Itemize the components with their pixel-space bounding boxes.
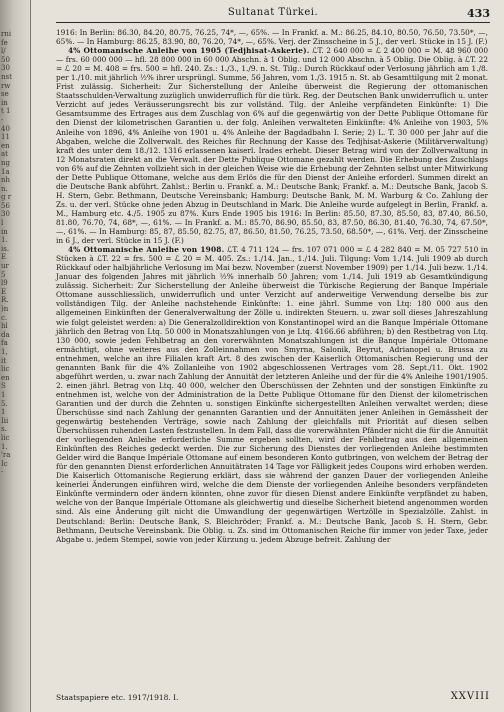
section-1908-loan — [56, 245, 488, 544]
footer-signature-mark: XXVIII — [450, 691, 490, 702]
gutter-text-fragments: rni fe l/ 50 30 nst rw se in t 1 - 40 11 en at ng 1a nh n. g r 56 30 l in 1. is. E ur 5 l9 E R. )n c. hl da fa 1, it lic en S 1 5. 1 Iii s. lic 1. 'ra Ic - — [1, 30, 12, 477]
running-title: Sultanat Türkei. — [227, 7, 319, 18]
page-body — [56, 28, 488, 544]
paragraph-1908-loan: ℒT. 4 711 124 — frs. 107 071 000 = ℒ 4 282 840 = M. 05 727 510 in Stücken à ℒT. 22 = frs. 500 = ℒ 20 = M. 405. Zs.: 1./14. Jan., 1./14. Juli. Tilgung: Vom 1./14. Juli 1909 ab durch Rückkauf oder halbjährliche Verlosung im Mai bezw. November (zuerst November 1909) per 1./14. Juli bezw. 1./14. Januar des folgenden Jahres mit jährlich ½% innerhalb 50 Jahren; vom 1./14. Juli 1919 ab Gesamtkündigung zulässig. Sicherheit: Zur Sicherstellung der Anleihe überweist die Türkische Regierung der Banque Impériale Ottomane ausschliesslich, unwiderruflich und unter Verzicht auf anderweitige Verwendung derselbe bis zur vollständigen Tilg. der Anleihe nachstehende Einkünfte: 1. eine jährl. Summe von Ltq: 180 000 aus den allgemeinen Einkünften der Generalverwaltung der Zölle u. indirekten Steuern. u. zwar soll dieses Jahreszahlung wie folgt geleistet werden: a) Die Generalzolldirektion von Konstantinopel wird an die Banque Impériale Ottomane jährlich den Betrag von Ltq. 50 000 in Monatszahlungen von je Ltq. 4166.66 abführen; b) den Restbetrag von Ltq. 130 000, sowie jeden Fehlbetrag an den vorerwähnten Monatszahlungen ist die Banque Impériale Ottomane ermächtigt, ohne weiteres aus den Zolleinnahmen von Smyrna, Salonik, Beyrut, Adrianopel u. Brussa zu entnehmen, welche an ihre Filialen kraft Art. 8 des zwischen der Kaiserlich Ottomanischen Regierung und der genannten Bank für die 4% Zollanleihe von 1902 abgeschlossenen Vertrages vom 28. Sept./11. Okt. 1902 abgeführt werden, u. zwar nach Zahlung der Annuität der letzteren Anleihe und der für die 4% Anleihe 1901/1905. 2. einen jährl. Betrag von Ltq. 40 000, welcher den Überschüssen der Zehnten und der sonstigen Einkünfte zu entnehmen ist, welche von der Administration de la Dette Publique Ottomane für den Dienst der kilometrischen Garantien und der durch die Zehnten u. sonstigen Einkünfte sichergestellten Anleihen verwaltet werden; diese Überschüsse sind nach Zahlung der genannten Garantien und der Annuitäten jener Anleihen in Gemässheit der gegenwärtig bestehenden Verträge, sowie nach Zahlung der gleichfalls mit Priorität auf diesen selben Überschüssen ruhenden Lasten festzustellen. In dem Fall, dass die vorerwähnten Pfänder nicht die für die Annuität der vorliegenden Anleihe erforderliche Summe ergeben sollten, wird der Fehlbetrag aus den allgemeinen Einkünften des Reiches gedeckt werden. Die zur Sicherung des Dienstes der vorliegenden Anleihe bestimmten Gelder wird die Banque Impériale Ottomane auf einem besonderen Konto gutbringen, von welchem der Betrag der für den genannten Dienst erforderlichen Annuitätraten 14 Tage vor Fälligkeit jedes Coupons wird erhoben werden. Die Kaiserlich Ottomanische Regierung erklärt, dass sie während der ganzen Dauer der vorliegenden Anleihe keinerlei Änderungen einführen wird, welche die dem Dienste der vorliegenden Anleihe besonders verpfändeten Einkünfte vermindern oder ändern könnten, ohne zuvor für diesen Dienst andere Einkünfte verpfändet zu haben, welche von der Banque Impériale Ottomane als gleichwertig und dieselbe Sicherheit bietend angenommen worden sind. Als eine Änderung gilt nicht die Umwandlung der gegenwärtigen Wertzölle in Spezialzölle. Zahlst. in Deutschland: Berlin: Deutsche Bank, S. Bleichröder; Frankf. a. M.: Deutsche Bank, Jacob S. H. Stern, Gebr. Bethmann, Deutsche Vereinsbank. Die Oblig. u. Zs. sind im Ottomanischen Reiche für immer von jeder Taxe, jeder Abgabe u. jedem Stempel, sowie von jeder Kürzung u. jedem Abzuge befreit. Zahlung der — [56, 245, 489, 544]
adjacent-page-gutter — [0, 0, 31, 712]
page-header — [56, 7, 490, 21]
paragraph-1905-price-history: 1916: In Berlin: 86.30, 84.20, 80.75, 76.25, 74*, —, 65%. — In Frankf. a. M.: 86.25, 84.10, 80.50, 76.50, 73.50*, —, 65%. — In Hamburg: 86.25, 83.90, 80, 76.20, 74*, —, 65%. Verj. der Zinsscheine in 5 J., der verl. Stücke in 15 J. (F.) — [56, 28, 488, 47]
footer-publication: Staatspapiere etc. 1917/1918. I. — [56, 693, 179, 702]
header-rule — [56, 22, 490, 23]
paragraph-1905-loan: ℒT. 2 640 000 = ℒ 2 400 000 = M. 48 960 000 — frs. 60 000 000 — hfl. 28 800 000 in 60 000 Abschn. à 1 Oblig. und 12 000 Abschn. à 5 Oblig. Die Oblig. à ℒT. 22 = ℒ 20 = M. 408 = frs. 500 = hfl. 240. Zs.: 1./3., 1./9. n. St. Tilg.: Durch Rückkauf oder Verlosung jährlich am 1./8. per 1./10. mit jährlich ½% ihrer ursprüngl. Summe, 56 Jahren, vom 1./3. 1915 n. St. ab Gesamttilgung mit 2 monat. Frist zulässig. Sicherheit: Zur Sicherstellung der Anleihe überweist die Regierung der ottomanischen Staatsschulden-Verwaltung zuzüglich unwiderruflich für die türk. Reg. der Deutschen Bank unwiderruflich u. unter Verzicht auf jedes Veräusserungsrecht bis zur vollständ. Tilg. der Anleihe verpfändeten Einkünfte: 1) Die Gesamtsumme des Ertrages aus dem Zuschlag von 6% auf die gegenwärtig von der Dette Publique Ottomane für den Dienst der kilometrischen Garantien u. der folg. Anleihen verwalteten Einkünfte: 4% Anleihe von 1903, 5% Anleihe von 1896, 4% Anleihe von 1901 u. 4% Anleihe der Bagdadbahn I. Serie; 2) L. T. 30 000 per Jahr auf die Abgaben, welche die Zollverwalt. des Reiches für Rechnung der Kasse des Tedjhisat-Askerie (Militärverwaltung) kraft des unter dem 18./12. 1316 erlassenen kaiserl. Irades erhebt. Dieser Betrag wird von der Zollverwaltung in 12 Monatsraten direkt an die Verwalt. der Dette Publique Ottomane gezahlt werden. Die Erhebung des Zuschlags von 6% auf die Zehnten vollzieht sich in der gleichen Weise wie die Erhebung der Zehnten selbst unter Mitwirkung der Dette Publique Ottomane, welche aus dem Erlös die für den Dienst der Anleihe erforderl. Summen direkt an die Deutsche Bank abführt. Zahlst.: Berlin u. Frankf. a. M.: Deutsche Bank; Frankf. a. M.: Deutsche Bank, Jacob S. H. Stern, Gebr. Bethmann, Deutsche Vereinsbank; Hamburg: Deutsche Bank, M. M. Warburg & Co. Zahlung der Zs. u. der verl. Stücke ohne jeden Abzug in Deutschland in Mark. Die Anleihe wurde aufgelegt in Berlin, Frankf. a. M., Hamburg etc. 4./5. 1905 zu 87%. Kurs Ende 1905 bis 1916: In Berlin: 85.50, 87.30, 85.50, 83, 87.40, 86.50, 81.80, 76.70, 74, 68*, —, 61%. — In Frankf. a. M.: 85.70, 86.90, 85.50, 83, 87.50, 86.30, 81.40, 76.30, 74, 67.50*, —, 61%. — In Hamburg: 85, 87, 85.50, 82.75, 87, 86.50, 81.50, 76.25, 73.50, 68.50*, —, 61%. Verj. der Zinsscheine in 6 J., der verl. Stücke in 15 J. (F.) — [56, 46, 488, 246]
page-number: 433 — [467, 7, 490, 20]
heading-1908-loan: 4% Ottomanische Anleihe von 1908. — [68, 245, 225, 255]
heading-1905-loan: 4% Ottomanische Anleihe von 1905 (Tedjhisat-Askerie). — [68, 46, 310, 56]
page-footer — [56, 691, 490, 705]
section-1905-loan — [56, 46, 488, 245]
